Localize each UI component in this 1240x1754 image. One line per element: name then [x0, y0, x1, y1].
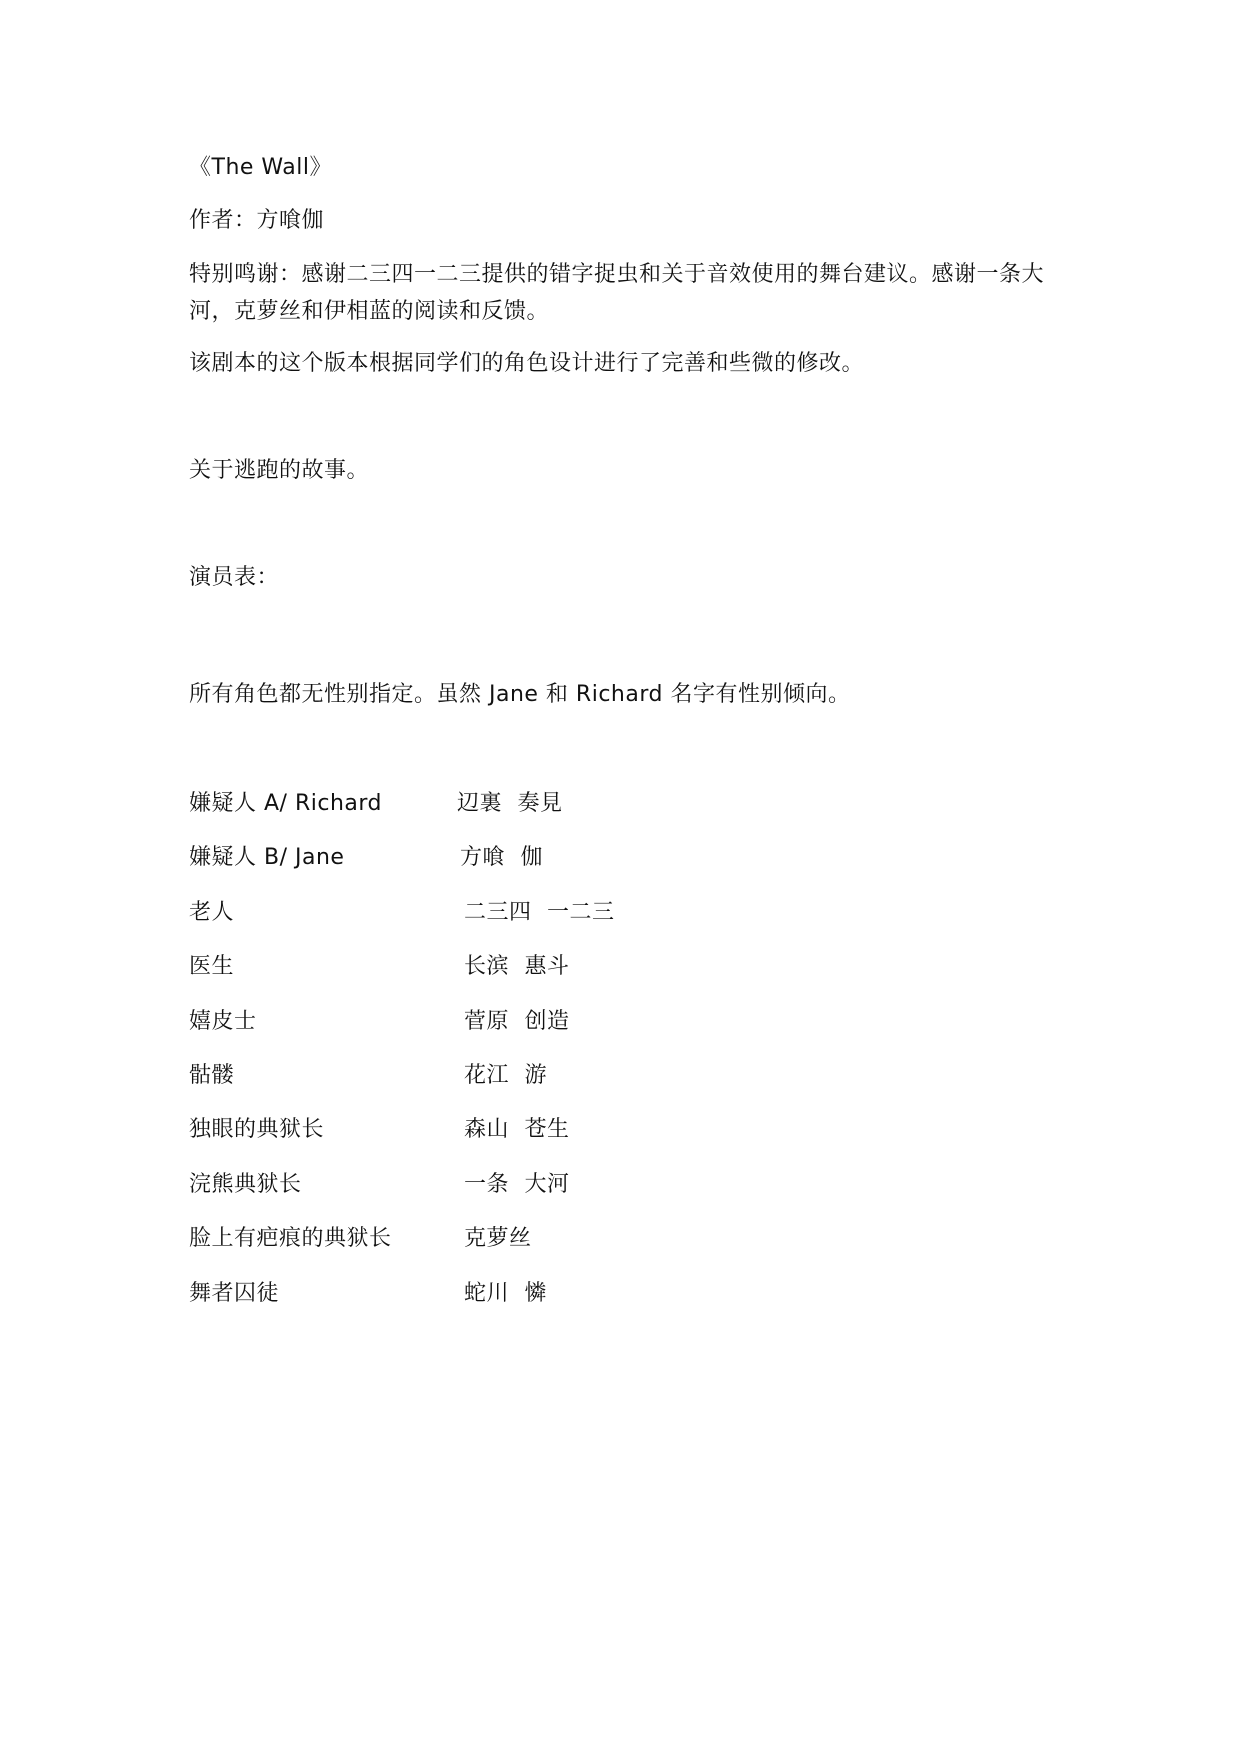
cast-actor: 一条 大河 — [464, 1171, 570, 1197]
acknowledgements: 特别鸣谢：感谢二三四一二三提供的错字捉虫和关于音效使用的舞台建议。感谢一条大河，克萝丝和伊相蓝的阅读和反馈。 — [189, 262, 1045, 324]
cast-actor: 克萝丝 — [464, 1226, 532, 1252]
cast-row — [189, 949, 889, 1003]
cast-role: 老人 — [189, 899, 235, 925]
cast-row — [189, 840, 889, 894]
cast-role: 脸上有疤痕的典狱长 — [189, 1226, 392, 1252]
cast-row — [189, 1221, 889, 1275]
author-line: 作者：方喰伽 — [189, 208, 325, 233]
cast-role: 嬉皮士 — [189, 1008, 257, 1034]
cast-row — [189, 1276, 889, 1330]
cast-row — [189, 895, 889, 949]
cast-role: 嫌疑人 B/ Jane — [189, 845, 345, 871]
cast-actor: 蛇川 憐 — [464, 1280, 547, 1306]
cast-heading: 演员表： — [189, 565, 280, 590]
cast-row — [189, 786, 889, 840]
cast-actor: 森山 苍生 — [464, 1117, 570, 1143]
cast-list — [189, 786, 889, 1330]
cast-role: 舞者囚徒 — [189, 1280, 280, 1306]
cast-actor: 花江 游 — [464, 1062, 547, 1088]
cast-actor: 方喰 伽 — [460, 845, 543, 871]
cast-row — [189, 1004, 889, 1058]
cast-actor: 菅原 创造 — [464, 1008, 570, 1034]
revision-note: 该剧本的这个版本根据同学们的角色设计进行了完善和些微的修改。 — [189, 351, 865, 376]
synopsis: 关于逃跑的故事。 — [189, 458, 370, 483]
cast-role: 医生 — [189, 954, 235, 980]
cast-actor: 辺裏 奏見 — [457, 791, 563, 816]
cast-row — [189, 1167, 889, 1221]
cast-role: 嫌疑人 A/ Richard — [189, 791, 382, 816]
cast-row — [189, 1058, 889, 1112]
cast-role: 独眼的典狱长 — [189, 1117, 325, 1143]
gender-note: 所有角色都无性别指定。虽然 Jane 和 Richard 名字有性别倾向。 — [189, 682, 851, 707]
cast-role: 浣熊典狱长 — [189, 1171, 302, 1197]
document-title: 《The Wall》 — [189, 155, 332, 180]
cast-row — [189, 1112, 889, 1166]
cast-role: 骷髅 — [189, 1062, 235, 1088]
cast-actor: 长滨 惠斗 — [464, 954, 570, 980]
cast-actor: 二三四 一二三 — [464, 899, 615, 925]
